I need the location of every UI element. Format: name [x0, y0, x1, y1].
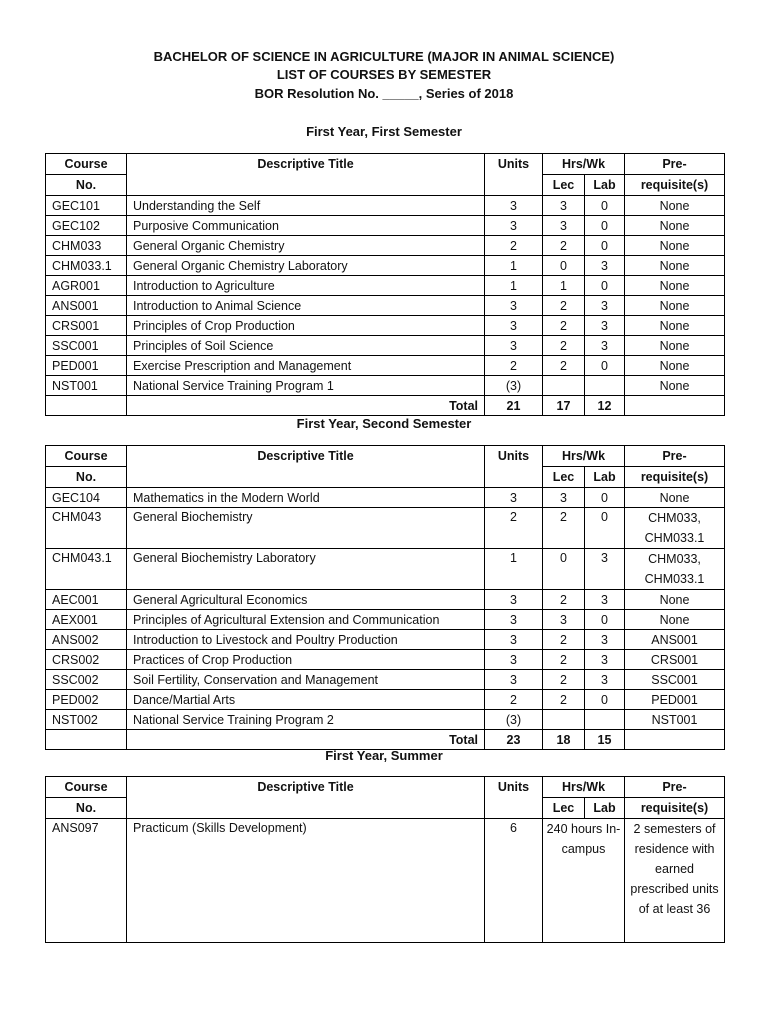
course-prereq: None: [625, 296, 725, 316]
course-code: CHM043.1: [46, 549, 127, 590]
col-lec: Lec: [543, 467, 585, 488]
course-lab: 0: [585, 216, 625, 236]
course-lec: 2: [543, 650, 585, 670]
table-row: [46, 690, 725, 710]
course-title: Introduction to Livestock and Poultry Production: [127, 630, 485, 650]
course-lab: 3: [585, 670, 625, 690]
course-units: 3: [485, 316, 543, 336]
list-subtitle: LIST OF COURSES BY SEMESTER: [276, 67, 492, 82]
col-prereq: Pre-: [625, 446, 725, 467]
table-row: [46, 508, 725, 549]
course-hours: 240 hours In-campus: [543, 819, 625, 943]
course-prereq: None: [625, 276, 725, 296]
course-lab: 3: [585, 316, 625, 336]
course-prereq: None: [625, 610, 725, 630]
course-title: Principles of Agricultural Extension and Communication: [127, 610, 485, 630]
course-lec: 3: [543, 610, 585, 630]
course-title: General Biochemistry: [127, 508, 485, 549]
course-prereq: SSC001: [625, 670, 725, 690]
course-prereq: None: [625, 256, 725, 276]
course-lec: [543, 710, 585, 730]
course-lab: 3: [585, 336, 625, 356]
semester-heading-3: First Year, Summer: [325, 748, 443, 763]
course-units: 1: [485, 276, 543, 296]
table-row: [46, 610, 725, 630]
table-row: [46, 819, 725, 943]
course-prereq: None: [625, 376, 725, 396]
col-course-no-2: No.: [46, 175, 127, 196]
course-lec: 2: [543, 356, 585, 376]
col-prereq-2: requisite(s): [625, 175, 725, 196]
course-prereq: None: [625, 216, 725, 236]
course-lab: 0: [585, 196, 625, 216]
course-title: General Organic Chemistry: [127, 236, 485, 256]
course-prereq: None: [625, 316, 725, 336]
course-prereq: CRS001: [625, 650, 725, 670]
course-units: (3): [485, 376, 543, 396]
total-lec: 18: [543, 730, 585, 750]
course-lec: 0: [543, 256, 585, 276]
course-prereq: None: [625, 196, 725, 216]
total-lec: 17: [543, 396, 585, 416]
table-row: [46, 590, 725, 610]
total-label: Total: [127, 396, 485, 416]
course-prereq: None: [625, 488, 725, 508]
table-row: [46, 296, 725, 316]
table-row: [46, 256, 725, 276]
table-row: [46, 356, 725, 376]
col-title: Descriptive Title: [127, 446, 485, 488]
total-label: Total: [127, 730, 485, 750]
semester-heading-1: First Year, First Semester: [306, 124, 462, 139]
course-code: CRS001: [46, 316, 127, 336]
total-lab: 15: [585, 730, 625, 750]
course-code: CRS002: [46, 650, 127, 670]
course-units: 3: [485, 630, 543, 650]
course-lec: 3: [543, 216, 585, 236]
col-course-no: Course: [46, 446, 127, 467]
course-lec: 1: [543, 276, 585, 296]
semester-heading-2: First Year, Second Semester: [296, 416, 472, 431]
total-units: 21: [485, 396, 543, 416]
course-lab: 3: [585, 650, 625, 670]
course-title: General Organic Chemistry Laboratory: [127, 256, 485, 276]
course-lec: 2: [543, 670, 585, 690]
course-units: 1: [485, 549, 543, 590]
col-title: Descriptive Title: [127, 154, 485, 196]
course-title: Principles of Soil Science: [127, 336, 485, 356]
col-prereq-2: requisite(s): [625, 467, 725, 488]
course-lab: 0: [585, 488, 625, 508]
course-lec: 2: [543, 590, 585, 610]
course-code: AEX001: [46, 610, 127, 630]
table-row: [46, 216, 725, 236]
course-prereq: NST001: [625, 710, 725, 730]
course-code: AEC001: [46, 590, 127, 610]
course-title: Exercise Prescription and Management: [127, 356, 485, 376]
course-table-first-semester: [45, 153, 725, 416]
course-code: CHM033.1: [46, 256, 127, 276]
course-units: 6: [485, 819, 543, 943]
course-title: National Service Training Program 2: [127, 710, 485, 730]
course-units: 3: [485, 590, 543, 610]
course-lab: 0: [585, 356, 625, 376]
course-units: 2: [485, 508, 543, 549]
course-lec: 2: [543, 690, 585, 710]
course-code: GEC102: [46, 216, 127, 236]
course-table-second-semester: [45, 445, 725, 750]
course-units: 3: [485, 336, 543, 356]
course-lab: [585, 710, 625, 730]
col-course-no-2: No.: [46, 798, 127, 819]
course-lec: 3: [543, 488, 585, 508]
course-title: Soil Fertility, Conservation and Management: [127, 670, 485, 690]
course-units: 2: [485, 236, 543, 256]
course-lec: 2: [543, 630, 585, 650]
col-course-no-2: No.: [46, 467, 127, 488]
course-title: Introduction to Agriculture: [127, 276, 485, 296]
table-row: [46, 376, 725, 396]
table-row: [46, 670, 725, 690]
col-lec: Lec: [543, 175, 585, 196]
col-prereq: Pre-: [625, 154, 725, 175]
course-title: General Biochemistry Laboratory: [127, 549, 485, 590]
course-title: Practicum (Skills Development): [127, 819, 485, 943]
course-code: NST002: [46, 710, 127, 730]
course-title: Purposive Communication: [127, 216, 485, 236]
table-row: [46, 549, 725, 590]
course-lab: 0: [585, 276, 625, 296]
course-code: GEC104: [46, 488, 127, 508]
course-title: Practices of Crop Production: [127, 650, 485, 670]
course-lab: [585, 376, 625, 396]
col-lab: Lab: [585, 467, 625, 488]
col-course-no: Course: [46, 154, 127, 175]
col-units: Units: [485, 446, 543, 488]
table-row: [46, 316, 725, 336]
course-code: CHM043: [46, 508, 127, 549]
course-code: ANS001: [46, 296, 127, 316]
total-row: [46, 396, 725, 416]
table-row: [46, 196, 725, 216]
course-lec: 2: [543, 236, 585, 256]
course-prereq: ANS001: [625, 630, 725, 650]
course-code: AGR001: [46, 276, 127, 296]
resolution-line: BOR Resolution No. _____, Series of 2018: [254, 86, 514, 101]
course-units: 3: [485, 196, 543, 216]
course-lec: 2: [543, 508, 585, 549]
course-title: Introduction to Animal Science: [127, 296, 485, 316]
course-lab: 0: [585, 508, 625, 549]
course-units: 3: [485, 296, 543, 316]
course-title: Mathematics in the Modern World: [127, 488, 485, 508]
course-units: 2: [485, 690, 543, 710]
course-lec: 2: [543, 296, 585, 316]
course-title: Dance/Martial Arts: [127, 690, 485, 710]
course-lab: 0: [585, 690, 625, 710]
program-title: BACHELOR OF SCIENCE IN AGRICULTURE (MAJOR IN ANIMAL SCIENCE): [153, 49, 615, 64]
col-hrs: Hrs/Wk: [543, 777, 625, 798]
table-row: [46, 236, 725, 256]
course-code: ANS002: [46, 630, 127, 650]
course-code: CHM033: [46, 236, 127, 256]
total-lab: 12: [585, 396, 625, 416]
course-prereq: None: [625, 236, 725, 256]
course-units: 3: [485, 670, 543, 690]
course-lab: 3: [585, 590, 625, 610]
col-lec: Lec: [543, 798, 585, 819]
course-prereq: PED001: [625, 690, 725, 710]
course-prereq: 2 semesters of residence with earned prescribed units of at least 36: [625, 819, 725, 943]
col-lab: Lab: [585, 175, 625, 196]
course-prereq: CHM033, CHM033.1: [625, 549, 725, 590]
course-prereq: None: [625, 356, 725, 376]
course-units: 3: [485, 488, 543, 508]
course-code: NST001: [46, 376, 127, 396]
course-title: General Agricultural Economics: [127, 590, 485, 610]
table-row: [46, 710, 725, 730]
course-units: 3: [485, 610, 543, 630]
course-title: Principles of Crop Production: [127, 316, 485, 336]
course-code: SSC001: [46, 336, 127, 356]
col-course-no: Course: [46, 777, 127, 798]
course-lab: 3: [585, 256, 625, 276]
col-lab: Lab: [585, 798, 625, 819]
course-prereq: None: [625, 336, 725, 356]
course-code: ANS097: [46, 819, 127, 943]
course-lec: 3: [543, 196, 585, 216]
course-lec: 0: [543, 549, 585, 590]
course-lab: 3: [585, 630, 625, 650]
course-title: Understanding the Self: [127, 196, 485, 216]
course-prereq: CHM033, CHM033.1: [625, 508, 725, 549]
course-code: SSC002: [46, 670, 127, 690]
col-hrs: Hrs/Wk: [543, 154, 625, 175]
course-lab: 0: [585, 236, 625, 256]
total-row: [46, 730, 725, 750]
course-code: GEC101: [46, 196, 127, 216]
col-prereq-2: requisite(s): [625, 798, 725, 819]
course-lec: 2: [543, 316, 585, 336]
col-units: Units: [485, 777, 543, 819]
table-row: [46, 276, 725, 296]
total-units: 23: [485, 730, 543, 750]
course-units: 1: [485, 256, 543, 276]
col-prereq: Pre-: [625, 777, 725, 798]
course-prereq: None: [625, 590, 725, 610]
course-units: 2: [485, 356, 543, 376]
course-table-summer: [45, 776, 725, 943]
course-units: 3: [485, 650, 543, 670]
col-units: Units: [485, 154, 543, 196]
course-lec: 2: [543, 336, 585, 356]
table-row: [46, 336, 725, 356]
table-row: [46, 488, 725, 508]
col-hrs: Hrs/Wk: [543, 446, 625, 467]
course-lab: 3: [585, 549, 625, 590]
table-row: [46, 650, 725, 670]
course-title: National Service Training Program 1: [127, 376, 485, 396]
course-lab: 3: [585, 296, 625, 316]
table-row: [46, 630, 725, 650]
course-code: PED002: [46, 690, 127, 710]
course-lab: 0: [585, 610, 625, 630]
course-lec: [543, 376, 585, 396]
col-title: Descriptive Title: [127, 777, 485, 819]
course-units: 3: [485, 216, 543, 236]
course-units: (3): [485, 710, 543, 730]
course-code: PED001: [46, 356, 127, 376]
